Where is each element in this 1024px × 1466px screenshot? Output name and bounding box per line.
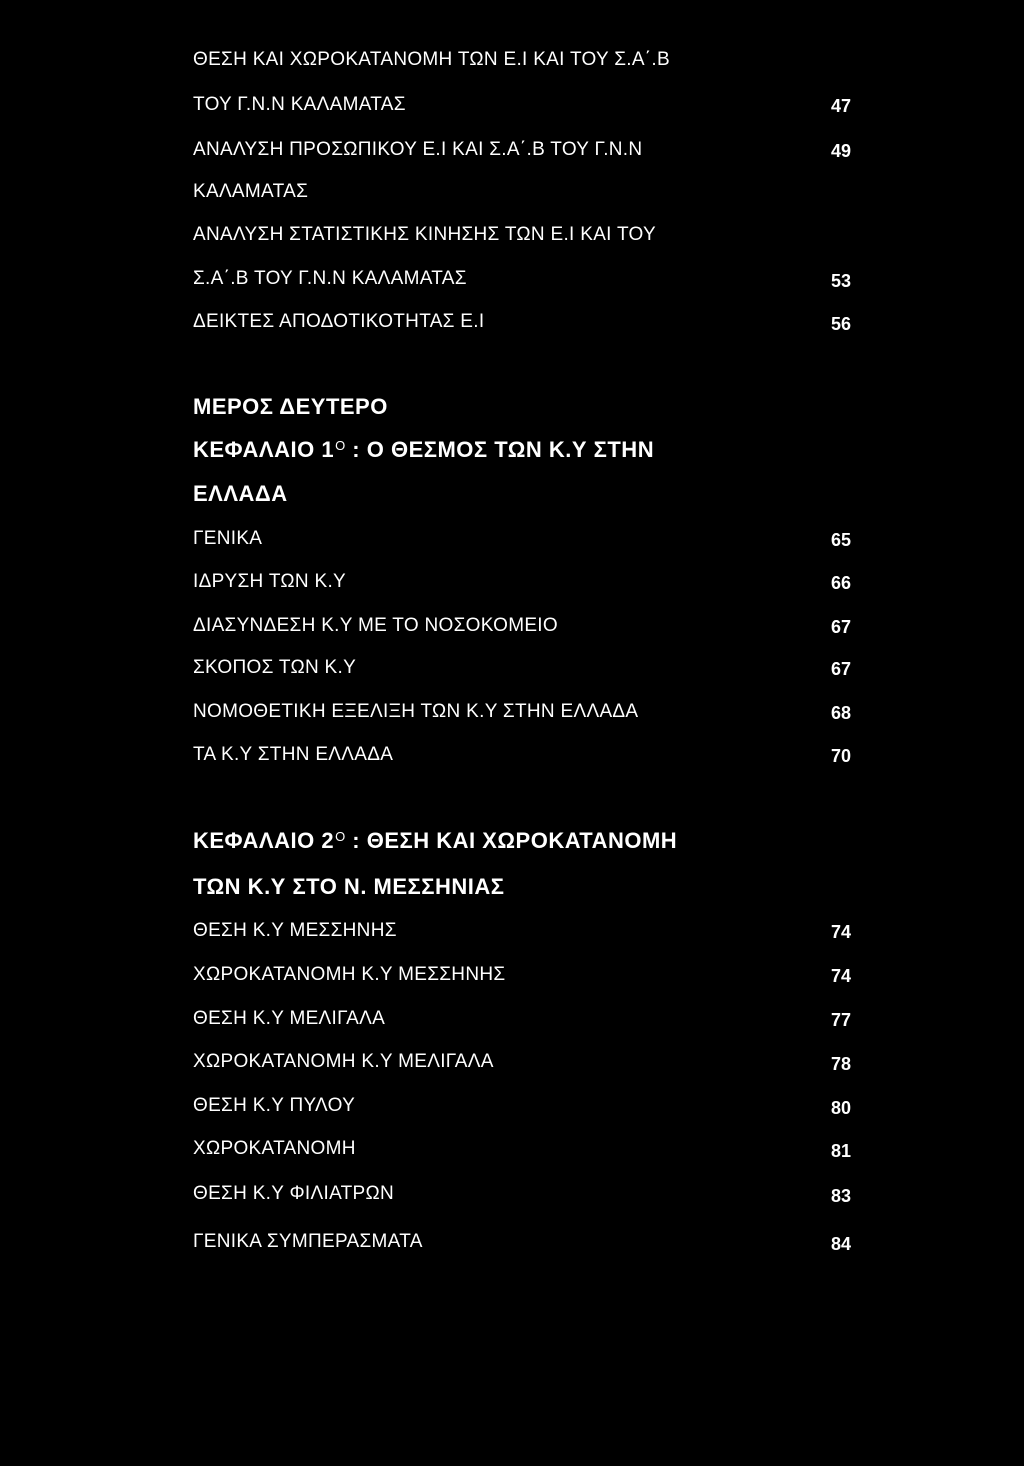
part-heading: ΜΕΡΟΣ ΔΕΥΤΕΡΟ (193, 394, 388, 419)
toc-entry-text: ΑΝΑΛΥΣΗ ΠΡΟΣΩΠΙΚΟΥ Ε.Ι ΚΑΙ Σ.Α΄.Β ΤΟΥ Γ.Ν.Ν (193, 139, 643, 160)
toc-entry-text: ΘΕΣΗ Κ.Υ ΦΙΛΙΑΤΡΩΝ (193, 1183, 395, 1204)
chapter-heading-line2: ΕΛΛΑΔΑ (193, 481, 288, 506)
toc-entry-text: ΘΕΣΗ Κ.Υ ΜΕΛΙΓΑΛΑ (193, 1008, 386, 1029)
chapter-heading-line2: ΤΩΝ Κ.Υ ΣΤΟ Ν. ΜΕΣΣΗΝΙΑΣ (193, 874, 505, 899)
toc-entry-text: Σ.Α΄.Β ΤΟΥ Γ.Ν.Ν ΚΑΛΑΜΑΤΑΣ (193, 268, 467, 289)
toc-entry-text: ΓΕΝΙΚΑ ΣΥΜΠΕΡΑΣΜΑΤΑ (193, 1231, 423, 1252)
chapter-heading-superscript: Ο (335, 438, 346, 453)
toc-entry-text: ΘΕΣΗ ΚΑΙ ΧΩΡΟΚΑΤΑΝΟΜΗ ΤΩΝ Ε.Ι ΚΑΙ ΤΟΥ Σ.Α΄.Β (193, 49, 670, 70)
toc-entry-page: 56 (831, 314, 852, 334)
toc-entry-page: 67 (831, 617, 852, 637)
toc-entry-page: 65 (831, 530, 852, 550)
toc-entry-page: 70 (831, 746, 852, 766)
chapter-heading-suffix: : ΘΕΣΗ ΚΑΙ ΧΩΡΟΚΑΤΑΝΟΜΗ (345, 828, 678, 853)
chapter-heading-superscript: Ο (335, 829, 346, 844)
toc-entry-text: ΚΑΛΑΜΑΤΑΣ (193, 181, 309, 202)
toc-entry-text: ΧΩΡΟΚΑΤΑΝΟΜΗ (193, 1138, 356, 1159)
toc-entry-text: ΤΑ Κ.Υ ΣΤΗΝ ΕΛΛΑΔΑ (193, 744, 394, 765)
toc-entry-page: 68 (831, 703, 852, 723)
toc-entry-page: 81 (831, 1141, 852, 1161)
toc-entry-page: 74 (831, 922, 852, 942)
toc-entry-page: 78 (831, 1054, 852, 1074)
toc-entry-page: 84 (831, 1234, 852, 1254)
toc-entry-page: 80 (831, 1098, 852, 1118)
toc-entry-page: 74 (831, 966, 852, 986)
toc-entry-text: ΔΕΙΚΤΕΣ ΑΠΟΔΟΤΙΚΟΤΗΤΑΣ Ε.Ι (193, 311, 485, 332)
chapter-heading-prefix: ΚΕΦΑΛΑΙΟ 2 (193, 828, 335, 853)
toc-entry-text: ΔΙΑΣΥΝΔΕΣΗ Κ.Υ ΜΕ ΤΟ ΝΟΣΟΚΟΜΕΙΟ (193, 615, 558, 636)
chapter-heading-suffix: : Ο ΘΕΣΜΟΣ ΤΩΝ Κ.Υ ΣΤΗΝ (345, 437, 655, 462)
chapter-heading (193, 827, 677, 855)
toc-entry-text: ΑΝΑΛΥΣΗ ΣΤΑΤΙΣΤΙΚΗΣ ΚΙΝΗΣΗΣ ΤΩΝ Ε.Ι ΚΑΙ ΤΟΥ (193, 224, 656, 245)
toc-entry-page: 83 (831, 1186, 852, 1206)
toc-entry-text: ΝΟΜΟΘΕΤΙΚΗ ΕΞΕΛΙΞΗ ΤΩΝ Κ.Υ ΣΤΗΝ ΕΛΛΑΔΑ (193, 701, 639, 722)
toc-entry-text: ΧΩΡΟΚΑΤΑΝΟΜΗ Κ.Υ ΜΕΣΣΗΝΗΣ (193, 964, 506, 985)
toc-entry-page: 47 (831, 96, 852, 116)
toc-entry-text: ΣΚΟΠΟΣ ΤΩΝ Κ.Υ (193, 657, 357, 678)
chapter-heading (193, 436, 654, 464)
toc-entry-page: 77 (831, 1010, 852, 1030)
toc-entry-text: ΘΕΣΗ Κ.Υ ΜΕΣΣΗΝΗΣ (193, 920, 397, 941)
toc-entry-text: ΘΕΣΗ Κ.Υ ΠΥΛΟΥ (193, 1095, 356, 1116)
chapter-heading-prefix: ΚΕΦΑΛΑΙΟ 1 (193, 437, 335, 462)
toc-entry-page: 49 (831, 141, 852, 161)
toc-entry-text: ΙΔΡΥΣΗ ΤΩΝ Κ.Υ (193, 571, 347, 592)
toc-entry-text: ΓΕΝΙΚΑ (193, 528, 263, 549)
toc-entry-text: ΤΟΥ Γ.Ν.Ν ΚΑΛΑΜΑΤΑΣ (193, 94, 406, 115)
toc-entry-page: 67 (831, 659, 852, 679)
toc-entry-page: 66 (831, 573, 852, 593)
toc-entry-text: ΧΩΡΟΚΑΤΑΝΟΜΗ Κ.Υ ΜΕΛΙΓΑΛΑ (193, 1051, 494, 1072)
toc-entry-page: 53 (831, 271, 852, 291)
